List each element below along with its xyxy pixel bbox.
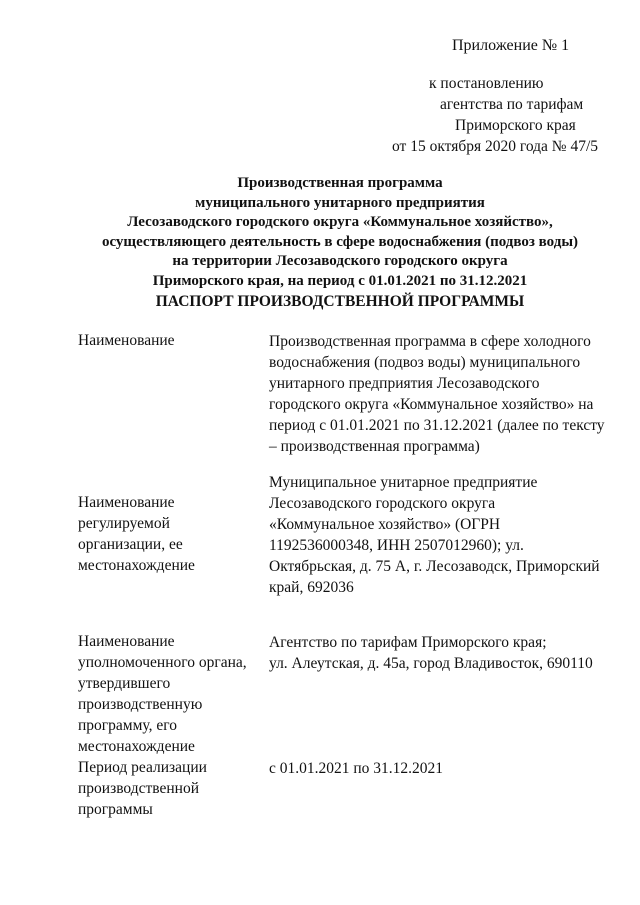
row-label: Наименование [78, 633, 175, 650]
row-label: Наименование [78, 332, 175, 349]
row-label: Период реализации [78, 759, 207, 776]
row-value-line: период с 01.01.2021 по 31.12.2021 (далее по тексту [269, 417, 605, 434]
row-label: производственной [78, 780, 200, 797]
row-label: Наименование [78, 494, 175, 511]
row-label: программу, его [78, 717, 177, 734]
row-value-line: Лесозаводского городского округа [269, 495, 496, 512]
title-line: Производственная программа [237, 175, 443, 191]
row-value-line: «Коммунальное хозяйство» (ОГРН [269, 516, 501, 533]
row-value-line: край, 692036 [269, 579, 354, 596]
resolution-line: Приморского края [455, 117, 576, 134]
row-value-line: Октябрьская, д. 75 А, г. Лесозаводск, Приморский [269, 558, 600, 575]
resolution-line: от 15 октября 2020 года № 47/5 [392, 138, 598, 155]
title-line: Лесозаводского городского округа «Коммунальное хозяйство», [127, 214, 553, 230]
row-value-line: водоснабжения (подвоз воды) муниципального [269, 354, 581, 371]
resolution-line: агентства по тарифам [440, 96, 584, 113]
row-label: местонахождение [78, 738, 195, 755]
row-value-line: ул. Алеутская, д. 45а, город Владивосток, 690110 [269, 655, 593, 672]
title-line: осуществляющего деятельность в сфере водоснабжения (подвоз воды) [101, 233, 579, 250]
title-line: муниципального унитарного предприятия [195, 194, 485, 211]
appendix-label: Приложение № 1 [452, 37, 570, 54]
row-value-line: унитарного предприятия Лесозаводского [269, 375, 540, 392]
row-value-line: 1192536000348, ИНН 2507012960); ул. [269, 537, 524, 554]
title-line: Приморского края, на период с 01.01.2021 по 31.12.2021 [152, 272, 528, 289]
row-value-line: Муниципальное унитарное предприятие [269, 474, 538, 491]
row-value-line: городского округа «Коммунальное хозяйство» на [269, 396, 594, 413]
row-label: производственную [78, 696, 203, 713]
row-label: местонахождение [78, 557, 195, 574]
row-label: регулируемой [78, 515, 170, 532]
program-title [60, 174, 620, 291]
row-value-line: – производственная программа) [269, 438, 480, 455]
row-label: уполномоченного органа, [78, 654, 247, 671]
row-value-line: Производственная программа в сфере холодного [269, 333, 591, 350]
row-value-line: с 01.01.2021 по 31.12.2021 [269, 760, 444, 777]
resolution-line: к постановлению [429, 75, 544, 92]
row-label: организации, ее [78, 536, 183, 553]
title-line: на территории Лесозаводского городского округа [172, 253, 508, 269]
row-value-line: Агентство по тарифам Приморского края; [269, 634, 547, 651]
passport-heading: ПАСПОРТ ПРОИЗВОДСТВЕННОЙ ПРОГРАММЫ [155, 293, 525, 310]
row-label: утвердившего [78, 675, 171, 692]
row-label: программы [78, 801, 153, 818]
